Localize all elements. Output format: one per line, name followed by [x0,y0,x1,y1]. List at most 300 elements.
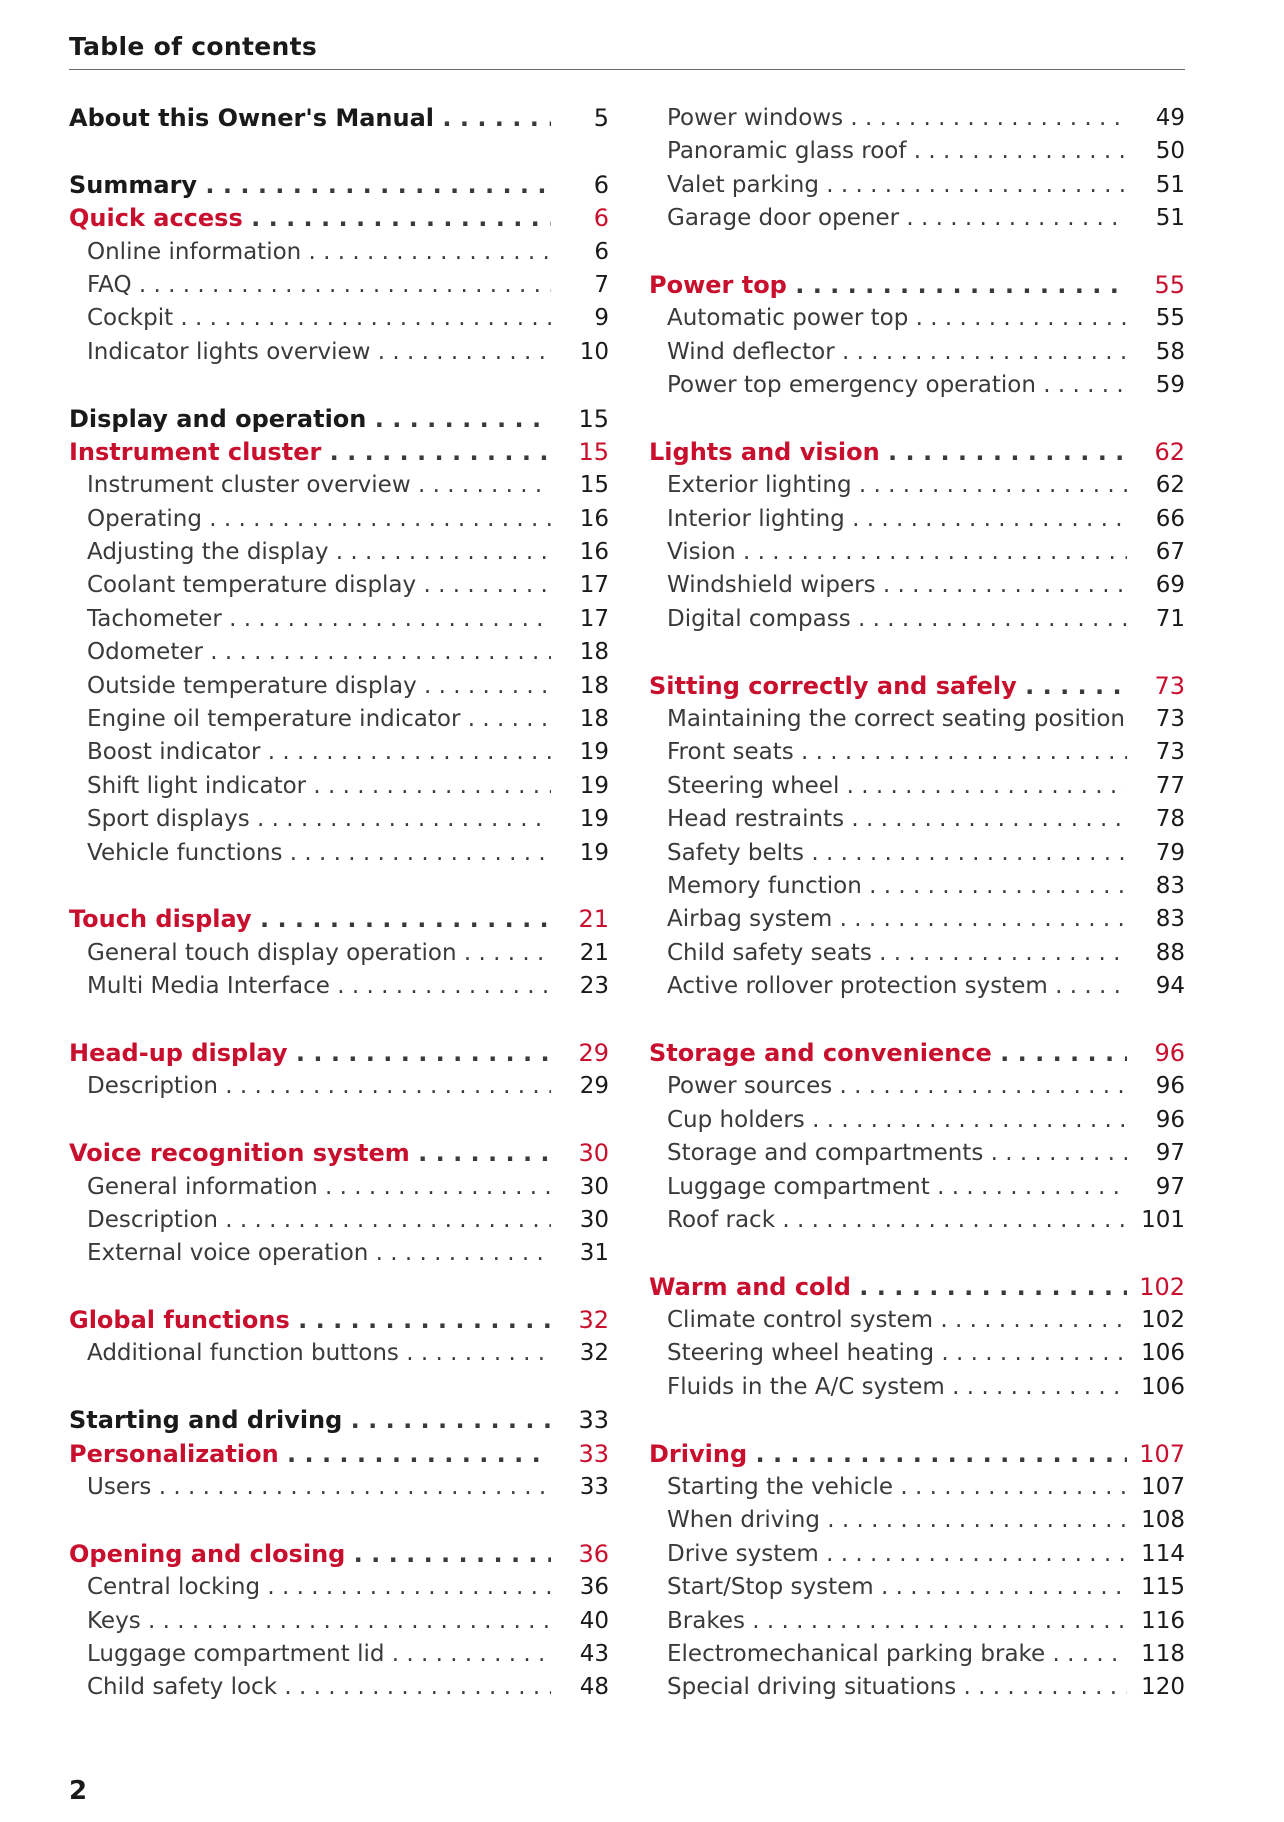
toc-entry-leader [667,569,1127,602]
toc-entry[interactable] [649,469,1185,502]
toc-section-heading[interactable] [69,1304,609,1337]
toc-column-right [649,102,1185,1705]
toc-entry[interactable] [649,1571,1185,1604]
toc-entry[interactable] [69,736,609,769]
toc-entry[interactable] [69,1605,609,1638]
toc-entry-leader [87,236,551,269]
toc-entry[interactable] [649,1605,1185,1638]
toc-entry-page: 17 [579,572,609,599]
toc-entry[interactable] [69,1337,609,1370]
toc-section-heading[interactable] [69,1037,609,1070]
toc-section-heading[interactable] [649,269,1185,302]
toc-entry-page: 33 [578,1406,609,1435]
toc-entry-title: Windshield wipers [667,572,876,599]
toc-entry-leader [667,770,1127,803]
toc-entry-title: Tachometer [87,605,222,632]
toc-entry-leader [87,1204,551,1237]
toc-entry[interactable] [69,1204,609,1237]
toc-entry-leader [87,937,551,970]
toc-entry-leader [667,1504,1127,1537]
toc-spacer [69,870,609,903]
toc-entry-page: 94 [1155,973,1185,1000]
toc-entry-title: Personalization [69,1439,279,1468]
toc-entry-leader [667,703,1127,736]
toc-entry-page: 77 [1155,772,1185,799]
toc-entry[interactable] [69,970,609,1003]
toc-entry[interactable] [69,1571,609,1604]
toc-entry[interactable] [649,1671,1185,1704]
toc-entry-page: 18 [579,639,609,666]
toc-entry-page: 21 [579,939,609,966]
toc-entry-title: Cup holders [667,1106,805,1133]
toc-entry-page: 73 [1155,706,1185,733]
toc-entry-title: Indicator lights overview [87,338,371,365]
toc-entry[interactable] [69,569,609,602]
toc-entry-leader [87,1605,551,1638]
toc-entry[interactable] [69,302,609,335]
toc-entry-title: Outside temperature display [87,672,417,699]
toc-entry-page: 101 [1141,1206,1185,1233]
toc-column-left [69,102,609,1705]
toc-entry-page: 49 [1155,105,1185,131]
toc-entry-page: 43 [579,1640,609,1667]
toc-entry-title: Display and operation [69,404,367,433]
toc-entry-page: 19 [579,839,609,866]
toc-section-heading[interactable] [649,1037,1185,1070]
toc-entry-title: Instrument cluster [69,437,322,466]
toc-entry[interactable] [649,1171,1185,1204]
toc-entry[interactable] [649,369,1185,402]
toc-entry[interactable] [649,1137,1185,1170]
toc-entry-leader [87,1471,551,1504]
toc-entry-title: Fluids in the A/C system [667,1373,945,1400]
toc-entry-page: 15 [579,472,609,499]
toc-entry-title: Warm and cold [649,1272,851,1301]
toc-entry-page: 96 [1155,1073,1185,1100]
toc-spacer [649,236,1185,269]
toc-entry-leader [667,336,1127,369]
toc-entry-leader [667,302,1127,335]
toc-entry-page: 73 [1154,671,1185,700]
toc-entry-title: Vehicle functions [87,839,283,866]
toc-entry-page: 83 [1155,906,1185,933]
toc-spacer [649,636,1185,669]
toc-entry-leader [667,369,1127,402]
toc-entry-leader [649,670,1127,703]
toc-entry-title: Steering wheel heating [667,1340,935,1367]
toc-entry[interactable] [69,670,609,703]
toc-section-heading[interactable] [69,1538,609,1571]
toc-entry[interactable] [69,269,609,302]
toc-entry-title: Start/Stop system [667,1574,874,1601]
toc-entry-title: Vision [667,539,736,566]
toc-entry-page: 36 [579,1574,609,1601]
toc-entry[interactable] [649,569,1185,602]
toc-spacer [69,135,609,168]
toc-entry-title: Power windows [667,105,844,131]
toc-entry-leader [667,169,1127,202]
toc-entry-page: 6 [593,170,609,199]
toc-entry-leader [649,269,1127,302]
toc-entry-title: Engine oil temperature indicator [87,706,461,733]
toc-entry-page: 78 [1155,806,1185,833]
toc-entry-page: 67 [1155,539,1185,566]
toc-entry[interactable] [69,1638,609,1671]
toc-entry[interactable] [649,803,1185,836]
toc-entry[interactable] [649,736,1185,769]
toc-entry[interactable] [69,336,609,369]
toc-entry[interactable] [69,1471,609,1504]
toc-entry-title: General touch display operation [87,939,457,966]
toc-entry[interactable] [649,536,1185,569]
toc-entry-page: 9 [594,305,609,332]
toc-entry-leader [69,1404,551,1437]
toc-entry-leader [667,1070,1127,1103]
toc-entry-title: FAQ [87,271,132,298]
toc-entry-leader [87,1070,551,1103]
toc-spacer [69,1271,609,1304]
toc-entry-leader [667,803,1127,836]
toc-entry-page: 30 [578,1139,609,1168]
toc-entry-title: General information [87,1173,318,1200]
toc-entry-page: 17 [579,605,609,632]
toc-entry-title: Interior lighting [667,505,845,532]
toc-entry-page: 36 [578,1539,609,1568]
toc-entry-page: 19 [579,772,609,799]
toc-entry-page: 51 [1155,171,1185,198]
toc-entry-title: Wind deflector [667,338,835,365]
toc-entry-page: 116 [1141,1607,1185,1634]
toc-entry-page: 19 [579,806,609,833]
page-number: 2 [69,1776,88,1806]
toc-entry-title: Opening and closing [69,1539,346,1568]
toc-entry-page: 30 [579,1173,609,1200]
toc-entry-leader [667,1137,1127,1170]
toc-entry-page: 18 [579,706,609,733]
toc-entry-leader [87,336,551,369]
toc-entry-leader [667,1337,1127,1370]
toc-entry-page: 6 [593,204,609,233]
toc-entry-leader [69,1304,551,1337]
toc-entry-leader [667,102,1127,135]
toc-entry-page: 69 [1155,572,1185,599]
toc-entry-title: Active rollover protection system [667,973,1048,1000]
toc-entry-title: Keys [87,1607,141,1634]
toc-entry-leader [667,603,1127,636]
toc-spacer [69,1504,609,1537]
toc-section-heading[interactable] [69,169,609,202]
toc-entry-leader [87,670,551,703]
toc-entry-title: Shift light indicator [87,772,307,799]
toc-entry[interactable] [69,703,609,736]
toc-entry-leader [649,1438,1127,1471]
toc-entry-leader [87,569,551,602]
toc-entry-page: 120 [1141,1674,1185,1701]
toc-spacer [69,369,609,402]
toc-entry-leader [649,436,1127,469]
toc-entry-title: Panoramic glass roof [667,138,907,165]
toc-entry[interactable] [69,1237,609,1270]
toc-entry-title: Airbag system [667,906,833,933]
toc-entry-leader [667,1471,1127,1504]
toc-entry-page: 50 [1155,138,1185,165]
toc-entry-leader [87,770,551,803]
toc-entry-title: Coolant temperature display [87,572,417,599]
page-title: Table of contents [69,32,318,61]
toc-entry-leader [667,937,1127,970]
toc-entry[interactable] [649,703,1185,736]
toc-entry[interactable] [649,202,1185,235]
toc-entry-page: 88 [1155,939,1185,966]
toc-entry-title: Roof rack [667,1206,776,1233]
toc-section-heading[interactable] [69,102,609,135]
toc-entry-page: 97 [1155,1140,1185,1167]
toc-entry-page: 16 [579,505,609,532]
toc-entry-leader [667,202,1127,235]
toc-entry-page: 15 [578,404,609,433]
toc-entry-leader [69,436,551,469]
toc-entry-page: 62 [1155,472,1185,499]
toc-spacer [69,1004,609,1037]
toc-entry-title: Description [87,1206,218,1233]
toc-entry[interactable] [649,102,1185,135]
toc-entry-leader [667,135,1127,168]
toc-entry-title: Central locking [87,1574,261,1601]
toc-entry-title: Brakes [667,1607,745,1634]
toc-entry[interactable] [649,1204,1185,1237]
toc-section-heading[interactable] [69,1404,609,1437]
toc-entry-leader [87,469,551,502]
toc-entry-page: 114 [1141,1540,1185,1567]
toc-entry-page: 16 [579,539,609,566]
toc-section-heading[interactable] [69,436,609,469]
toc-entry-title: Starting and driving [69,1406,343,1435]
toc-entry-title: Digital compass [667,605,851,632]
toc-entry-title: Luggage compartment [667,1173,930,1200]
toc-entry-leader [667,1671,1127,1704]
toc-entry-leader [87,837,551,870]
toc-entry[interactable] [649,1538,1185,1571]
toc-entry-leader [87,269,551,302]
toc-entry-title: Odometer [87,639,203,666]
toc-entry[interactable] [69,536,609,569]
toc-entry-title: About this Owner's Manual [69,104,435,132]
toc-entry[interactable] [649,1070,1185,1103]
toc-entry-page: 40 [579,1607,609,1634]
toc-entry-title: Lights and vision [649,437,880,466]
toc-section-heading[interactable] [69,403,609,436]
toc-entry-page: 58 [1155,338,1185,365]
toc-entry-page: 21 [578,905,609,934]
toc-entry-leader [87,1337,551,1370]
toc-entry-page: 96 [1154,1038,1185,1067]
toc-entry[interactable] [69,1171,609,1204]
toc-entry-leader [87,1638,551,1671]
toc-entry[interactable] [69,1671,609,1704]
toc-entry-page: 48 [579,1674,609,1701]
toc-entry-leader [667,503,1127,536]
toc-entry[interactable] [649,937,1185,970]
toc-entry-leader [69,1037,551,1070]
toc-entry-leader [69,202,551,235]
toc-entry-page: 97 [1155,1173,1185,1200]
toc-entry[interactable] [649,837,1185,870]
toc-entry-page: 108 [1141,1507,1185,1534]
toc-entry[interactable] [649,870,1185,903]
toc-entry-leader [69,169,551,202]
toc-entry-title: Exterior lighting [667,472,852,499]
toc-entry-title: Sport displays [87,806,250,833]
toc-entry-title: Drive system [667,1540,819,1567]
toc-entry-title: Boost indicator [87,739,261,766]
toc-spacer [69,1371,609,1404]
toc-spacer [649,1004,1185,1037]
toc-entry-title: Child safety lock [87,1674,278,1701]
toc-entry-title: Automatic power top [667,305,909,332]
toc-entry[interactable] [649,603,1185,636]
toc-entry-page: 33 [579,1474,609,1501]
toc-entry-title: Power sources [667,1073,833,1100]
toc-spacer [649,1404,1185,1437]
toc-entry-page: 115 [1141,1574,1185,1601]
toc-entry-leader [87,1237,551,1270]
toc-entry-leader [667,1304,1127,1337]
toc-entry[interactable] [69,636,609,669]
toc-entry-title: Driving [649,1439,748,1468]
toc-entry[interactable] [649,1304,1185,1337]
toc-entry[interactable] [69,1070,609,1103]
toc-entry-leader [87,736,551,769]
toc-entry-page: 19 [579,739,609,766]
toc-entry[interactable] [649,970,1185,1003]
toc-entry-title: When driving [667,1507,820,1534]
toc-spacer [69,1104,609,1137]
toc-entry[interactable] [69,937,609,970]
toc-entry-leader [69,1438,551,1471]
toc-entry[interactable] [649,135,1185,168]
toc-section-heading[interactable] [649,1271,1185,1304]
toc-entry-page: 7 [594,271,609,298]
toc-entry-title: Touch display [69,905,252,934]
toc-entry[interactable] [649,903,1185,936]
toc-entry[interactable] [69,469,609,502]
toc-entry-leader [667,1538,1127,1571]
toc-entry[interactable] [649,770,1185,803]
toc-entry[interactable] [649,1104,1185,1137]
toc-entry-title: Multi Media Interface [87,973,330,1000]
toc-entry-title: Power top [649,270,787,299]
toc-entry-page: 73 [1155,739,1185,766]
toc-entry-title: Valet parking [667,171,819,198]
toc-entry-leader [87,703,551,736]
toc-entry[interactable] [69,837,609,870]
toc-entry-leader [649,1037,1127,1070]
toc-entry[interactable] [649,302,1185,335]
toc-entry-leader [87,302,551,335]
toc-entry-leader [667,1104,1127,1137]
toc-entry-title: Adjusting the display [87,539,329,566]
toc-entry-title: Special driving situations [667,1674,957,1701]
toc-entry-leader [667,870,1127,903]
toc-entry-leader [667,970,1127,1003]
toc-entry[interactable] [649,169,1185,202]
toc-entry-title: External voice operation [87,1240,369,1267]
toc-entry-title: Additional function buttons [87,1340,399,1367]
toc-entry[interactable] [649,1471,1185,1504]
toc-entry-page: 71 [1155,605,1185,632]
toc-entry-page: 29 [578,1038,609,1067]
toc-entry-page: 66 [1155,505,1185,532]
toc-entry-page: 31 [579,1240,609,1267]
toc-entry-page: 59 [1155,372,1185,399]
toc-entry-title: Safety belts [667,839,805,866]
toc-section-heading[interactable] [649,1438,1185,1471]
toc-entry-page: 30 [579,1206,609,1233]
toc-entry-title: Voice recognition system [69,1139,410,1168]
toc-entry-leader [87,803,551,836]
toc-entry-page: 15 [578,437,609,466]
toc-entry-title: Storage and convenience [649,1038,992,1067]
toc-entry[interactable] [649,1504,1185,1537]
toc-entry[interactable] [69,603,609,636]
toc-section-heading[interactable] [69,1137,609,1170]
toc-entry-title: Luggage compartment lid [87,1640,385,1667]
toc-entry-title: Front seats [667,739,794,766]
toc-section-heading[interactable] [649,436,1185,469]
toc-entry-title: Garage door opener [667,205,900,232]
toc-entry-title: Storage and compartments [667,1140,984,1167]
toc-entry-title: Electromechanical parking brake [667,1640,1046,1667]
toc-entry-leader [667,736,1127,769]
toc-entry[interactable] [69,236,609,269]
toc-entry-page: 18 [579,672,609,699]
toc-entry-leader [649,1271,1127,1304]
toc-entry-leader [87,636,551,669]
toc-entry-leader [69,1538,551,1571]
toc-entry-page: 79 [1155,839,1185,866]
toc-entry-page: 55 [1155,305,1185,332]
toc-section-heading[interactable] [69,903,609,936]
toc-entry-leader [87,1571,551,1604]
toc-entry-leader [87,1171,551,1204]
toc-entry[interactable] [649,1371,1185,1404]
toc-entry-leader [87,503,551,536]
toc-entry[interactable] [649,336,1185,369]
toc-entry[interactable] [649,1638,1185,1671]
toc-entry-page: 106 [1141,1340,1185,1367]
toc-entry[interactable] [69,503,609,536]
toc-spacer [649,1237,1185,1270]
toc-entry[interactable] [649,1337,1185,1370]
toc-entry[interactable] [69,803,609,836]
toc-entry-title: Memory function [667,872,862,899]
toc-entry-page: 55 [1154,270,1185,299]
toc-entry-page: 33 [578,1439,609,1468]
toc-entry-leader [69,1137,551,1170]
toc-section-heading[interactable] [69,1438,609,1471]
toc-section-heading[interactable] [649,670,1185,703]
toc-section-heading[interactable] [69,202,609,235]
toc-entry-page: 32 [579,1340,609,1367]
toc-entry-title: Description [87,1073,218,1100]
toc-entry-title: Quick access [69,204,243,233]
toc-entry-page: 107 [1141,1474,1185,1501]
toc-spacer [649,403,1185,436]
toc-entry-leader [667,903,1127,936]
toc-entry[interactable] [649,503,1185,536]
toc-entry-page: 23 [579,973,609,1000]
toc-entry[interactable] [69,770,609,803]
